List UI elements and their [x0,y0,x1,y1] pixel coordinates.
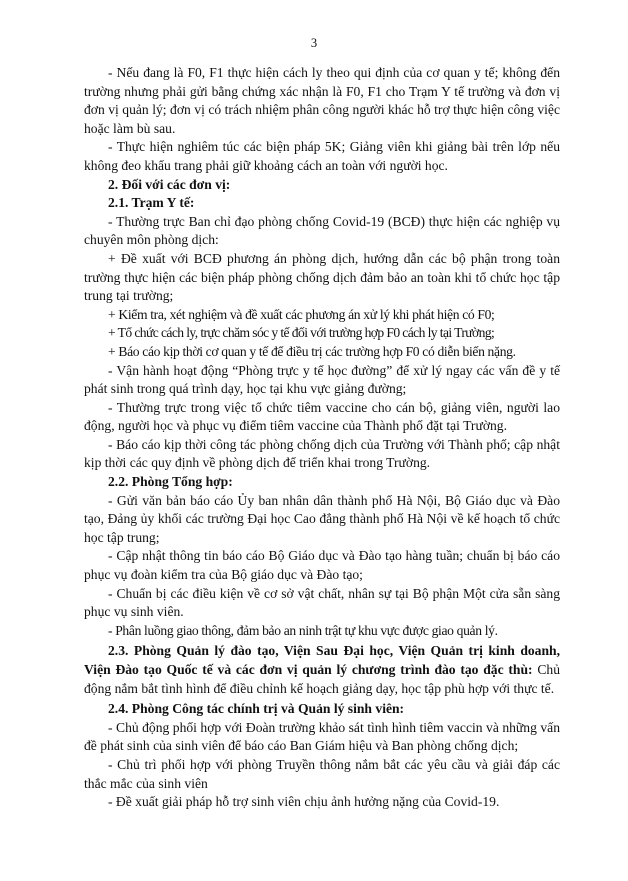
paragraph: + Tổ chức cách ly, trực chăm sóc y tế đối với trường hợp F0 cách ly tại Trường; [108,325,495,341]
paragraph: - Đề xuất giải pháp hỗ trợ sinh viên chịu ảnh hưởng nặng của Covid-19. [108,794,500,810]
subsection-heading: 2.2. Phòng Tổng hợp: [108,474,233,490]
paragraph: - Chủ động phối hợp với Đoàn trường khảo sát tình hình tiêm vaccin và những vấn đề phát sinh của sinh viên để báo cáo Ban Giám hiệu và Ban phòng chống dịch; [84,719,560,754]
paragraph: + Kiểm tra, xét nghiệm và đề xuất các phương án xử lý khi phát hiện có F0; [108,306,495,322]
paragraph: + Đề xuất với BCĐ phương án phòng dịch, hướng dẫn các bộ phận trong toàn trường thực hiện các biện pháp phòng chống dịch đảm bảo an toàn khi tổ chức học tập trung tại trường; [84,250,560,304]
paragraph: + Báo cáo kịp thời cơ quan y tế để điều trị các trường hợp F0 có diễn biến nặng. [108,343,516,359]
document-body [84,64,560,812]
inline-heading: 2.3. Phòng Quản lý đào tạo, Viện Sau Đại học, Viện Quản trị kinh doanh, Viện Đào tạo Quốc tế và các đơn vị quản lý chương trình đào tạo đặc thù: [84,643,560,677]
paragraph: - Chủ trì phối hợp với phòng Truyền thông nắm bắt các yêu cầu và giải đáp các thắc mắc của sinh viên [84,756,560,791]
paragraph: - Phân luồng giao thông, đảm bảo an ninh trật tự khu vực được giao quản lý. [108,622,498,638]
paragraph: - Gửi văn bản báo cáo Ủy ban nhân dân thành phố Hà Nội, Bộ Giáo dục và Đào tạo, Đảng ủy khối các trường Đại học Cao đẳng thành phố Hà Nội về kế hoạch tổ chức học tập trung; [84,492,560,545]
paragraph: - Cập nhật thông tin báo cáo Bộ Giáo dục và Đào tạo hàng tuần; chuẩn bị báo cáo phục vụ đoàn kiểm tra của Bộ giáo dục và Đào tạo; [84,548,560,583]
section-heading: 2. Đối với các đơn vị: [108,176,231,192]
paragraph: - Nếu đang là F0, F1 thực hiện cách ly theo qui định của cơ quan y tế; không đến trường nhưng phải gửi bằng chứng xác nhận là F0, F1 cho Trạm Y tế trường và đơn vị đơn vị quản lý; đơn vị có trách nhiệm phân công người khác hỗ trợ thực hiện công việc hoặc làm bù sau. [84,65,560,136]
paragraph-text: Chủ động nắm bắt tình hình để điều chỉnh kế hoạch giảng dạy, học tập phù hợp với thực tế. [84,662,560,696]
subsection-heading: 2.4. Phòng Công tác chính trị và Quản lý sinh viên: [108,701,405,717]
paragraph: - Vận hành hoạt động “Phòng trực y tế học đường” để xử lý ngay các vấn đề y tế phát sinh trong quá trình dạy, học tại khu vực giảng đường; [84,362,560,397]
subsection-heading: 2.1. Trạm Y tế: [108,195,195,211]
paragraph: - Thường trực Ban chỉ đạo phòng chống Covid-19 (BCĐ) thực hiện các nghiệp vụ chuyên môn phòng dịch: [84,213,560,248]
paragraph: - Báo cáo kịp thời công tác phòng chống dịch của Trường với Thành phố; cập nhật kịp thời các quy định về phòng dịch để triển khai trong Trường. [84,436,560,471]
page-number: 3 [310,36,318,50]
paragraph: - Chuẩn bị các điều kiện về cơ sở vật chất, nhân sự tại Bộ phận Một cửa sẵn sàng phục vụ sinh viên. [84,585,560,620]
paragraph [84,642,560,698]
paragraph: - Thường trực trong việc tổ chức tiêm vaccine cho cán bộ, giảng viên, người lao động, người học và phục vụ điểm tiêm vaccine của Thành phố đặt tại Trường. [84,399,560,434]
paragraph: - Thực hiện nghiêm túc các biện pháp 5K; Giảng viên khi giảng bài trên lớp nếu không đeo khẩu trang phải giữ khoảng cách an toàn với người học. [84,139,560,173]
